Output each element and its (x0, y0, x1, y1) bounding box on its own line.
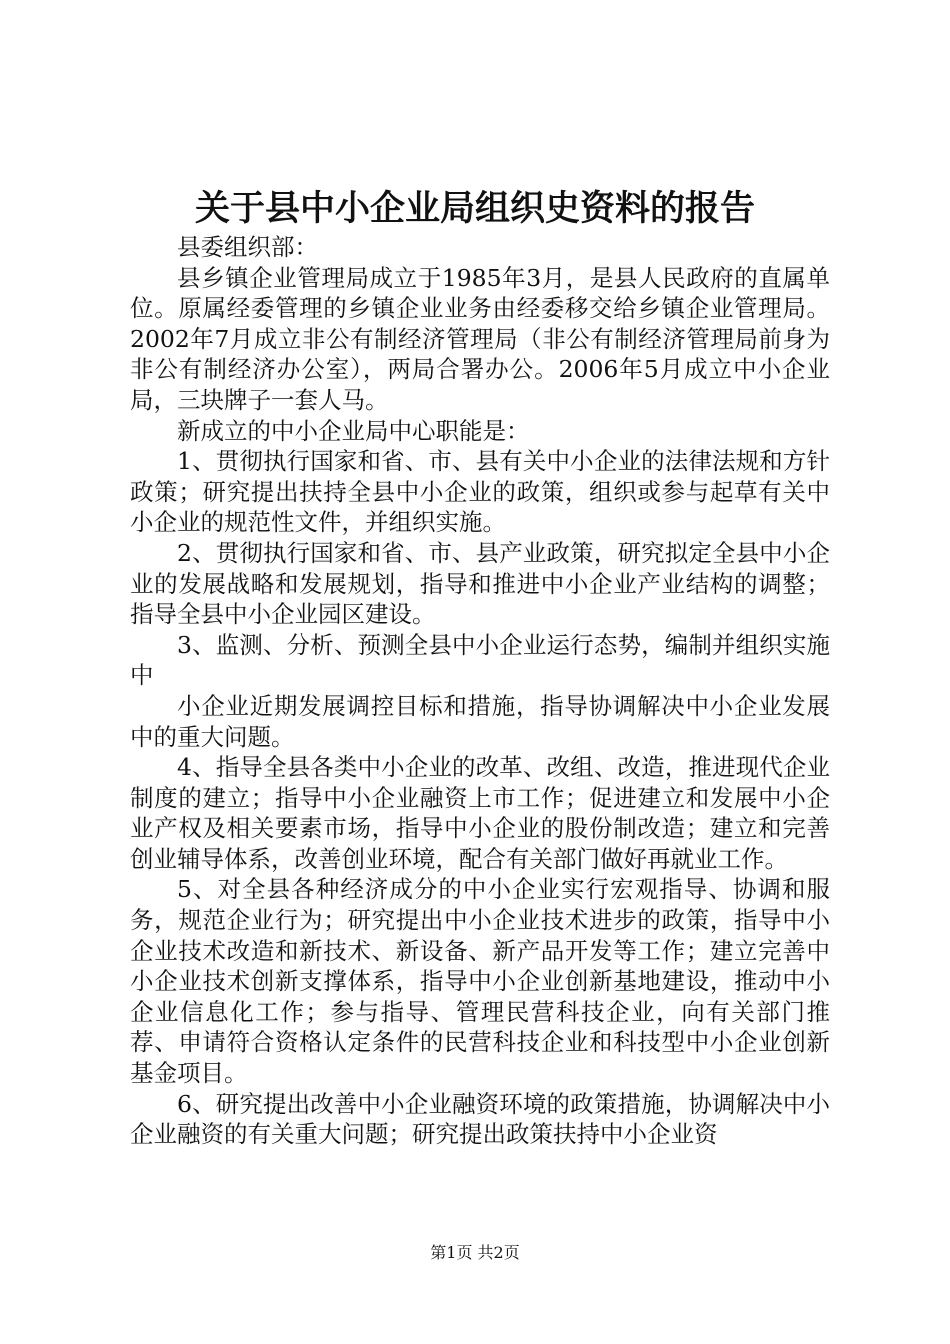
paragraph-item-6: 6、研究提出改善中小企业融资环境的政策措施，协调解决中小企业融资的有关重大问题；研究提出政策扶持中小企业资 (130, 1089, 830, 1149)
paragraph-item-3-continued: 小企业近期发展调控目标和措施，指导协调解决中小企业发展中的重大问题。 (130, 691, 830, 751)
paragraph-intro: 县乡镇企业管理局成立于1985年3月，是县人民政府的直属单位。原属经委管理的乡镇企业业务由经委移交给乡镇企业管理局。2002年7月成立非公有制经济管理局（非公有制经济管理局前身为非公有制经济办公室），两局合署办公。2006年5月成立中小企业局，三块牌子一套人马。 (130, 263, 830, 414)
salutation: 县委组织部： (177, 233, 318, 261)
paragraph-item-2: 2、贯彻执行国家和省、市、县产业政策，研究拟定全县中小企业的发展战略和发展规划，指导和推进中小企业产业结构的调整；指导全县中小企业园区建设。 (130, 538, 830, 629)
page-number-footer: 第1页 共2页 (430, 1243, 520, 1262)
paragraph-item-5: 5、对全县各种经济成分的中小企业实行宏观指导、协调和服务，规范企业行为；研究提出中小企业技术进步的政策，指导中小企业技术改造和新技术、新设备、新产品开发等工作；建立完善中小企业技术创新支撑体系，指导中小企业创新基地建设，推动中小企业信息化工作；参与指导、管理民营科技企业，向有关部门推荐、申请符合资格认定条件的民营科技企业和科技型中小企业创新基金项目。 (130, 875, 830, 1088)
paragraph-item-3: 3、监测、分析、预测全县中小企业运行态势，编制并组织实施中 (130, 630, 830, 690)
paragraph-item-4: 4、指导全县各类中小企业的改革、改组、改造，推进现代企业制度的建立；指导中小企业融资上市工作；促进建立和发展中小企业产权及相关要素市场，指导中小企业的股份制改造；建立和完善创业辅导体系，改善创业环境，配合有关部门做好再就业工作。 (130, 753, 830, 873)
paragraph-functions-heading: 新成立的中小企业局中心职能是： (177, 416, 530, 445)
document-body (130, 232, 830, 1150)
paragraph-item-1: 1、贯彻执行国家和省、市、县有关中小企业的法律法规和方针政策；研究提出扶持全县中小企业的政策，组织或参与起草有关中小企业的规范性文件，并组织实施。 (130, 447, 830, 537)
document-title: 关于县中小企业局组织史资料的报告 (194, 188, 755, 229)
